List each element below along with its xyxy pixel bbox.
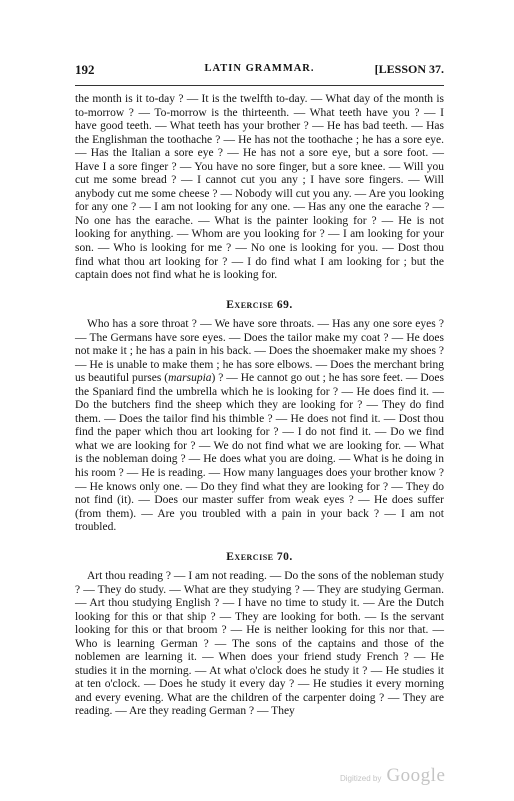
digitized-watermark [340, 765, 445, 787]
exercise-69-text-part-2: ) ? — He cannot go out ; he has sore feet. — Does the Spaniard find the umbrella which he is looking for ? — He does find it. — Do the butchers find the sheep which they are looking for ? — They do find them. — Does the tailor find his thimble ? — He does not find it. — Dost thou find the paper which thou art looking for ? — I do not find it. — Do we find what we are looking for ? — We do not find what we are looking for. — What is the nobleman doing ? — He does what you are doing. — What is he doing in his room ? — He is reading. — How many languages does your brother know ? — He knows only one. — Do they find what they are looking for ? — They do not find (it). — Does our master suffer from weak eyes ? — He does suffer (from them). — Are you troubled with a pain in your back ? — I am not troubled. [75, 372, 444, 534]
running-header [75, 62, 444, 82]
exercise-70-heading: Exercise 70. [226, 551, 293, 563]
paragraph-continuation: the month is it to-day ? — It is the twelfth to-day. — What day of the month is to-morrow ? — To-morrow is the thirteenth. — What teeth have you ? — I have good teeth. — What teeth has your brother ? — He has bad teeth. — Has the Englishman the toothache ? — He has not the toothache ; he has a sore eye. — Has the Italian a sore eye ? — He has not a sore eye, but a sore foot. — Have I a sore finger ? — You have no sore finger, but a sore knee. — Will you cut me some bread ? — I cannot cut you any ; I have sore fingers. — Will anybody cut me some cheese ? — Nobody will cut you any. — Are you looking for any one ? — I am not looking for any one. — Has any one the earache ? — No one has the earache. — What is the painter looking for ? — He is not looking for anything. — Whom are you looking for ? — I am looking for your son. — Who is looking for me ? — No one is looking for you. — Dost thou find what thou art looking for ? — I do find what I am looking for ; but the captain does not find what he is looking for. [75, 93, 444, 282]
page-number: 192 [75, 62, 95, 77]
watermark-prefix: Digitized by [340, 774, 382, 783]
header-rule [75, 85, 444, 86]
exercise-69-text-part-1: Who has a sore throat ? — We have sore throats. — Has any one sore eyes ? — The Germans have sore eyes. — Does the tailor make my coat ? — He does not make it ; he has a pain in his back. — Does the shoemaker make my shoes ? — He is unable to make them ; he has sore elbows. — Does the merchant bring us beautiful purses ( [75, 318, 444, 385]
lesson-label: [LESSON 37. [374, 62, 444, 76]
google-logo: Google [386, 765, 446, 786]
exercise-69-text [75, 318, 444, 535]
latin-term-marsupia: marsupia [168, 372, 212, 385]
exercise-70-text: Art thou reading ? — I am not reading. — Do the sons of the nobleman study ? — They do study. — What are they studying ? — They are studying German. — Art thou studying English ? — I have no time to study it. — Are the Dutch looking for this or that ship ? — They are looking for both. — Is the servant looking for this or that broom ? — He is neither looking for this nor that. — Who is learning German ? — The sons of the captains and those of the noblemen are learning it. — When does your friend study French ? — He studies it in the morning. — At what o'clock does he study it ? — He studies it at ten o'clock. — Does he study it every day ? — He studies it every morning and every evening. What are the children of the carpenter doing ? — They are reading. — Are they reading German ? — They [75, 570, 444, 718]
running-title: LATIN GRAMMAR. [204, 63, 315, 74]
exercise-69-heading: Exercise 69. [226, 299, 293, 311]
